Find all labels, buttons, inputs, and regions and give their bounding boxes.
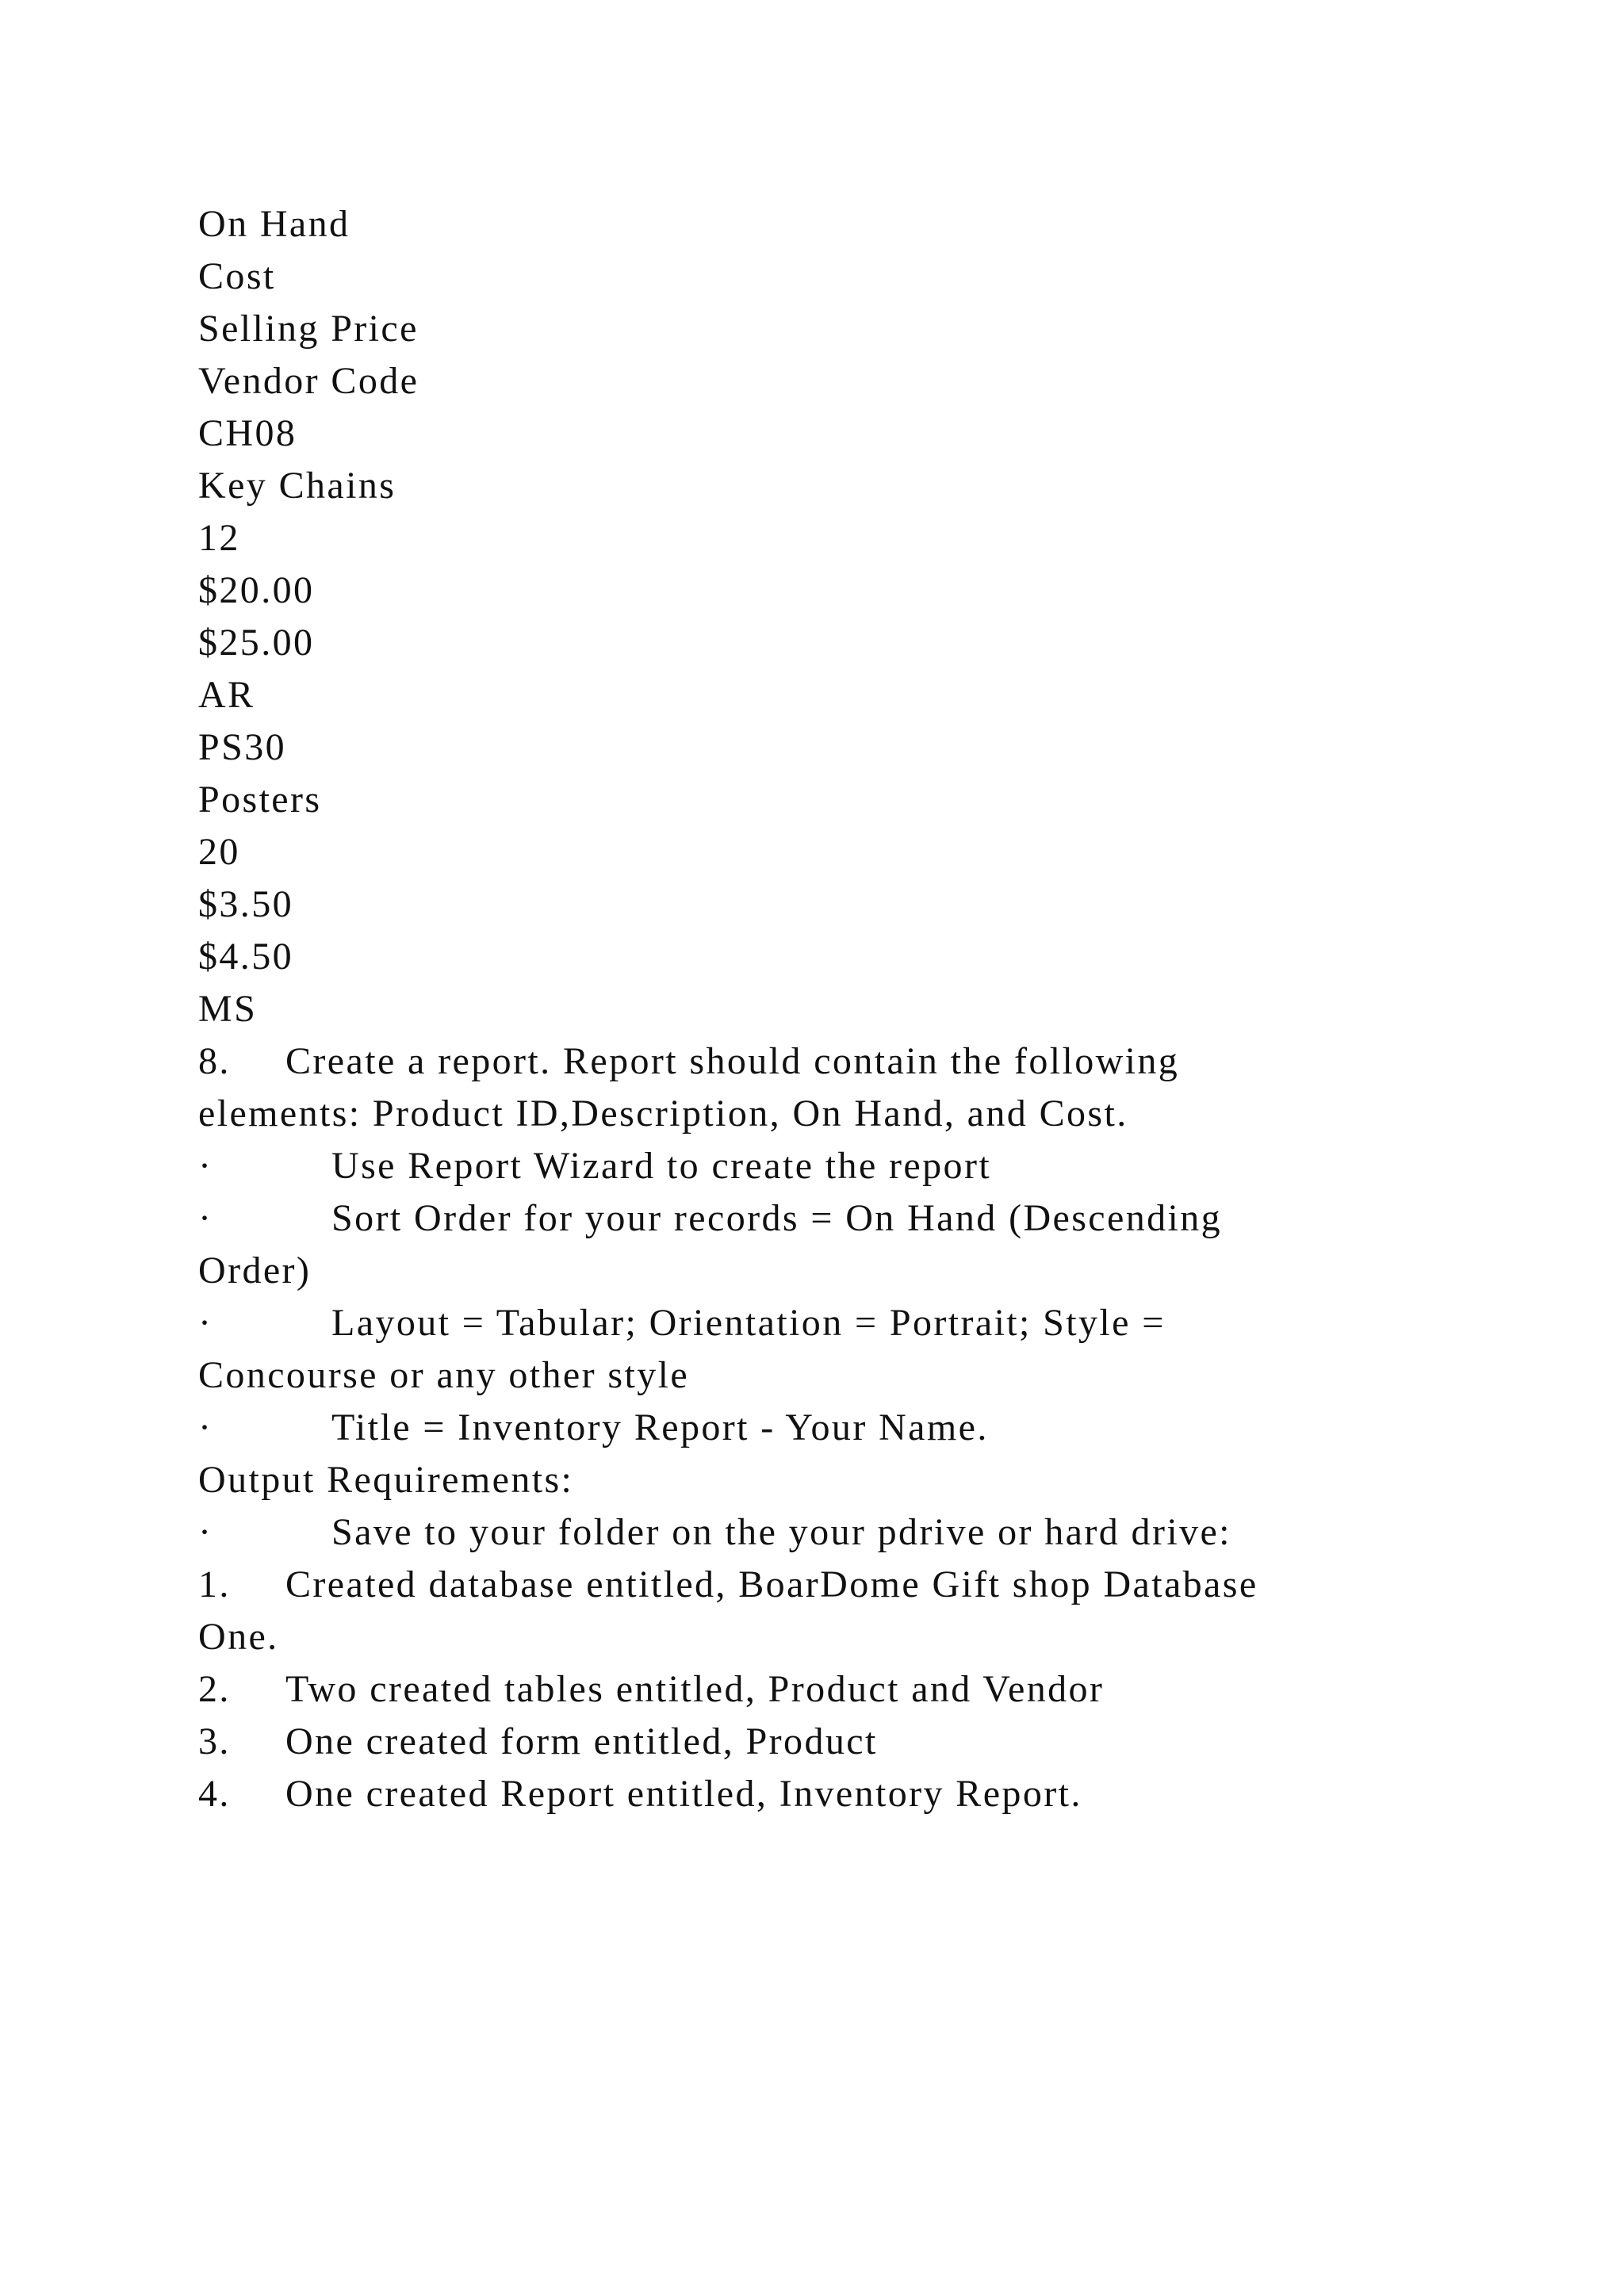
table-cell: Posters	[198, 779, 322, 821]
bullet-marker: ·	[198, 1511, 213, 1553]
bullet-item	[198, 1192, 1467, 1245]
table-header: On Hand	[198, 203, 350, 245]
bullet-text: Sort Order for your records = On Hand (Descending	[331, 1197, 1223, 1239]
item-text: One created Report entitled, Inventory Report.	[285, 1773, 1082, 1815]
numbered-item	[198, 1768, 1467, 1820]
item-text: Created database entitled, BoarDome Gift shop Database	[285, 1563, 1258, 1605]
item-text: One created form entitled, Product	[285, 1720, 878, 1762]
bullet-marker: ·	[198, 1406, 213, 1448]
section-heading: Output Requirements:	[198, 1459, 574, 1501]
table-cell: MS	[198, 988, 258, 1030]
numbered-item	[198, 1663, 1467, 1716]
bullet-item	[198, 1297, 1467, 1349]
step-number: 8.	[198, 1040, 231, 1082]
table-cell: $25.00	[198, 622, 315, 664]
table-header: Vendor Code	[198, 360, 419, 402]
bullet-continuation: Order)	[198, 1249, 312, 1292]
bullet-text: Use Report Wizard to create the report	[331, 1145, 992, 1187]
table-cell: 20	[198, 831, 240, 873]
bullet-marker: ·	[198, 1197, 213, 1239]
bullet-continuation: Concourse or any other style	[198, 1354, 690, 1396]
item-number: 2.	[198, 1668, 231, 1710]
table-cell: AR	[198, 674, 255, 716]
step-8-line	[198, 1035, 1467, 1088]
item-text: Two created tables entitled, Product and Vendor	[285, 1668, 1105, 1710]
table-cell: $20.00	[198, 569, 315, 611]
bullet-item	[198, 1140, 1467, 1192]
item-number: 4.	[198, 1773, 231, 1815]
numbered-item	[198, 1559, 1467, 1611]
table-cell: CH08	[198, 412, 297, 454]
step-text: Create a report. Report should contain the following	[285, 1040, 1180, 1082]
bullet-text: Layout = Tabular; Orientation = Portrait; Style =	[331, 1302, 1166, 1344]
item-number: 3.	[198, 1720, 231, 1762]
table-cell: Key Chains	[198, 465, 396, 507]
bullet-text: Title = Inventory Report - Your Name.	[331, 1406, 989, 1448]
table-header: Cost	[198, 255, 276, 297]
document-body	[198, 198, 1467, 1820]
table-cell: 12	[198, 517, 240, 559]
table-cell: PS30	[198, 726, 286, 768]
item-number: 1.	[198, 1563, 231, 1605]
table-cell: $3.50	[198, 883, 293, 925]
bullet-item	[198, 1402, 1467, 1454]
bullet-marker: ·	[198, 1302, 213, 1344]
bullet-item	[198, 1506, 1467, 1559]
table-cell: $4.50	[198, 936, 293, 978]
numbered-item	[198, 1716, 1467, 1768]
bullet-text: Save to your folder on the your pdrive or hard drive:	[331, 1511, 1231, 1553]
numbered-item-continuation: One.	[198, 1616, 279, 1658]
step-8-line: elements: Product ID,Description, On Hand, and Cost.	[198, 1093, 1128, 1135]
table-header: Selling Price	[198, 308, 419, 350]
bullet-marker: ·	[198, 1145, 213, 1187]
